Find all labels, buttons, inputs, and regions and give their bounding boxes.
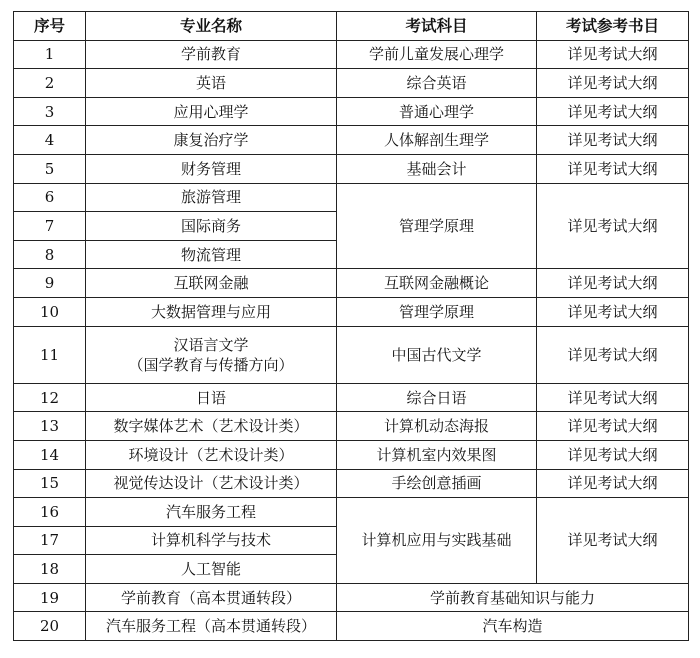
row-no: 1 (14, 40, 86, 69)
row-major: 应用心理学 (86, 97, 337, 126)
table-row (14, 583, 689, 612)
row-ref: 详见考试大纲 (537, 498, 689, 584)
row-no: 10 (14, 297, 86, 326)
row-major: 国际商务 (86, 212, 337, 241)
table-row (14, 126, 689, 155)
table-row (14, 40, 689, 69)
table-row (14, 498, 689, 527)
table-row (14, 97, 689, 126)
row-subject: 计算机动态海报 (337, 412, 537, 441)
row-subject: 互联网金融概论 (337, 269, 537, 298)
row-ref: 详见考试大纲 (537, 269, 689, 298)
row-subject: 计算机室内效果图 (337, 440, 537, 469)
row-no: 6 (14, 183, 86, 212)
row-major: 数字媒体艺术（艺术设计类） (86, 412, 337, 441)
row-subject: 人体解剖生理学 (337, 126, 537, 155)
row-major: 康复治疗学 (86, 126, 337, 155)
row-no: 18 (14, 555, 86, 584)
row-ref: 详见考试大纲 (537, 40, 689, 69)
row-major: 学前教育 (86, 40, 337, 69)
row-subject: 管理学原理 (337, 297, 537, 326)
row-major: 财务管理 (86, 154, 337, 183)
row-major: 旅游管理 (86, 183, 337, 212)
row-major: 大数据管理与应用 (86, 297, 337, 326)
row-major: 互联网金融 (86, 269, 337, 298)
row-no: 3 (14, 97, 86, 126)
row-ref: 详见考试大纲 (537, 154, 689, 183)
row-no: 13 (14, 412, 86, 441)
table-row (14, 269, 689, 298)
row-no: 14 (14, 440, 86, 469)
row-major: 汽车服务工程（高本贯通转段） (86, 612, 337, 641)
row-major: 汽车服务工程 (86, 498, 337, 527)
row-major: 学前教育（高本贯通转段） (86, 583, 337, 612)
table-row (14, 183, 689, 212)
exam-table-container (13, 11, 689, 641)
table-row (14, 326, 689, 383)
row-subject: 综合英语 (337, 69, 537, 98)
row-major: 物流管理 (86, 240, 337, 269)
row-no: 5 (14, 154, 86, 183)
table-row (14, 469, 689, 498)
row-no: 16 (14, 498, 86, 527)
row-major: 环境设计（艺术设计类） (86, 440, 337, 469)
row-major (86, 326, 337, 383)
row-no: 2 (14, 69, 86, 98)
row-no: 12 (14, 383, 86, 412)
row-ref: 详见考试大纲 (537, 326, 689, 383)
row-major: 日语 (86, 383, 337, 412)
row-subject: 学前教育基础知识与能力 (337, 583, 689, 612)
row-subject: 学前儿童发展心理学 (337, 40, 537, 69)
row-no: 4 (14, 126, 86, 155)
row-subject: 汽车构造 (337, 612, 689, 641)
row-no: 20 (14, 612, 86, 641)
row-ref: 详见考试大纲 (537, 297, 689, 326)
row-subject: 基础会计 (337, 154, 537, 183)
table-row (14, 154, 689, 183)
header-no: 序号 (14, 12, 86, 41)
header-subject: 考试科目 (337, 12, 537, 41)
row-no: 8 (14, 240, 86, 269)
row-ref: 详见考试大纲 (537, 440, 689, 469)
header-major: 专业名称 (86, 12, 337, 41)
row-subject: 管理学原理 (337, 183, 537, 269)
row-ref: 详见考试大纲 (537, 69, 689, 98)
header-ref: 考试参考书目 (537, 12, 689, 41)
row-ref: 详见考试大纲 (537, 97, 689, 126)
row-subject: 手绘创意插画 (337, 469, 537, 498)
table-header-row (14, 12, 689, 41)
table-row (14, 412, 689, 441)
row-subject: 中国古代文学 (337, 326, 537, 383)
row-no: 17 (14, 526, 86, 555)
row-major-line2: （国学教育与传播方向） (128, 355, 294, 374)
table-row (14, 69, 689, 98)
row-no: 11 (14, 326, 86, 383)
row-subject: 普通心理学 (337, 97, 537, 126)
row-major: 人工智能 (86, 555, 337, 584)
row-no: 9 (14, 269, 86, 298)
table-row (14, 440, 689, 469)
table-row (14, 383, 689, 412)
row-ref: 详见考试大纲 (537, 469, 689, 498)
row-major-line1: 汉语言文学 (173, 335, 249, 354)
row-major: 视觉传达设计（艺术设计类） (86, 469, 337, 498)
table-row (14, 612, 689, 641)
row-major: 英语 (86, 69, 337, 98)
row-subject: 计算机应用与实践基础 (337, 498, 537, 584)
row-no: 15 (14, 469, 86, 498)
row-no: 7 (14, 212, 86, 241)
row-ref: 详见考试大纲 (537, 383, 689, 412)
row-subject: 综合日语 (337, 383, 537, 412)
row-major: 计算机科学与技术 (86, 526, 337, 555)
row-ref: 详见考试大纲 (537, 412, 689, 441)
row-ref: 详见考试大纲 (537, 183, 689, 269)
row-ref: 详见考试大纲 (537, 126, 689, 155)
row-no: 19 (14, 583, 86, 612)
exam-subjects-table (13, 11, 689, 641)
table-row (14, 297, 689, 326)
